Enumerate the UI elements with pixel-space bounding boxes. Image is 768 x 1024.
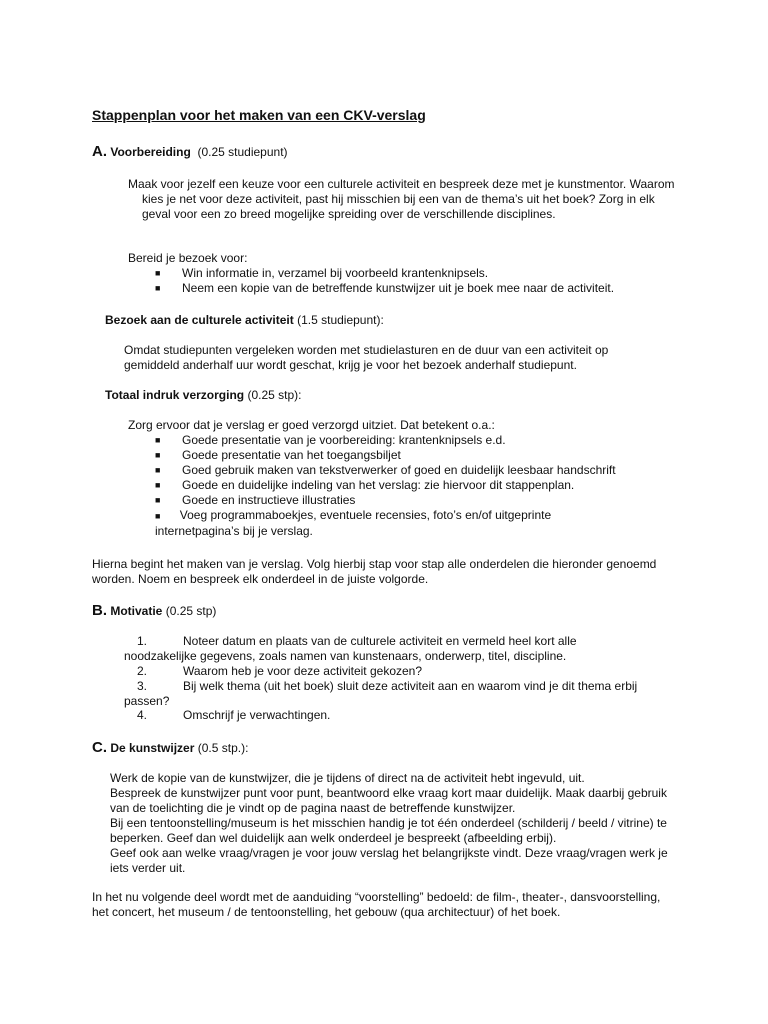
section-b-letter: B. xyxy=(92,602,107,619)
list-item xyxy=(155,463,688,478)
closing-paragraph xyxy=(92,890,677,920)
bullet-icon: ■ xyxy=(155,268,161,278)
bullet-icon: ■ xyxy=(155,480,161,490)
section-a-heading xyxy=(92,144,288,160)
section-a-paragraph xyxy=(128,177,682,222)
list-item-text: Goede en duidelijke indeling van het verslag: zie hiervoor dit stappenplan. xyxy=(182,478,575,492)
closing-text: In het nu volgende deel wordt met de aanduiding “voorstelling” bedoeld: de film-, theater-, dansvoorstelling, het concert, het museum / de tentoonstelling, het gebouw (qua architectuur) of het boek. xyxy=(92,890,661,919)
list-item xyxy=(137,679,687,694)
totaal-bullet-list xyxy=(155,433,688,508)
section-b-points: (0.25 stp) xyxy=(165,604,217,618)
section-a-name: Voorbereiding xyxy=(110,145,191,159)
section-c-text-1: Werk de kopie van de kunstwijzer, die je tijdens of direct na de activiteit hebt ingevuld, uit. xyxy=(110,771,585,785)
totaal-name: Totaal indruk verzorging xyxy=(105,388,245,402)
hierna-paragraph xyxy=(92,557,672,587)
bezoek-points: (1.5 studiepunt): xyxy=(297,313,384,327)
list-item-text-continued: internetpagina’s bij je verslag. xyxy=(155,524,313,538)
item-text-continued: noodzakelijke gegevens, zoals namen van kunstenaars, onderwerp, titel, discipline. xyxy=(124,649,567,663)
list-item xyxy=(155,478,688,493)
section-a-points: (0.25 studiepunt) xyxy=(197,145,288,159)
item-text-continued: passen? xyxy=(124,694,170,708)
item-number: 3. xyxy=(137,679,148,693)
list-item xyxy=(155,448,688,463)
section-c-name: De kunstwijzer xyxy=(110,741,195,755)
bezoek-paragraph xyxy=(124,343,664,373)
list-item xyxy=(155,266,688,281)
hierna-text: Hierna begint het maken van je verslag. Volg hierbij stap voor stap alle onderdelen die hieronder genoemd worden. Noem en bespreek elk onderdeel in de juiste volgorde. xyxy=(92,557,657,586)
section-c-text-4: Geef ook aan welke vraag/vragen je voor jouw verslag het belangrijkste vindt. Deze vraag/vragen werk je iets verder uit. xyxy=(110,846,668,875)
totaal-points: (0.25 stp): xyxy=(247,388,302,402)
list-item-text: Voeg programmaboekjes, eventuele recensies, foto’s en/of uitgeprinte xyxy=(179,508,552,522)
list-item xyxy=(137,634,687,649)
list-item-text: Goede en instructieve illustraties xyxy=(182,493,356,507)
totaal-heading xyxy=(105,388,302,403)
section-a-prep-intro: Bereid je bezoek voor: xyxy=(128,251,248,265)
bullet-icon: ■ xyxy=(155,283,161,293)
page-title: Stappenplan voor het maken van een CKV-verslag xyxy=(92,107,426,123)
section-a-text: Maak voor jezelf een keuze voor een culturele activiteit en bespreek deze met je kunstmentor. Waarom kies je net voor deze activiteit, past hij misschien bij een van de thema’s uit het boek? Zorg in elk geval voor een zo breed mogelijke spreiding over de verschillende disciplines. xyxy=(128,177,675,221)
section-b-list xyxy=(137,634,687,649)
bullet-icon: ■ xyxy=(155,435,161,445)
section-a-bullet-list xyxy=(155,266,688,296)
section-a-preparation xyxy=(128,251,688,296)
section-b-heading xyxy=(92,603,216,619)
list-item xyxy=(155,433,688,448)
section-a-letter: A. xyxy=(92,143,107,160)
list-item-text: Win informatie in, verzamel bij voorbeeld krantenknipsels. xyxy=(182,266,489,280)
bezoek-heading xyxy=(105,313,384,328)
bezoek-name: Bezoek aan de culturele activiteit xyxy=(105,313,294,327)
item-number: 1. xyxy=(137,634,148,648)
section-c-text-2: Bespreek de kunstwijzer punt voor punt, beantwoord elke vraag kort maar duidelijk. Maak daarbij gebruik van de toelichting die je vindt op de pagina naast de betreffende kunstwijzer. xyxy=(110,786,667,815)
totaal-block xyxy=(128,418,688,539)
section-c-letter: C. xyxy=(92,739,107,756)
section-c-heading xyxy=(92,740,248,756)
item-number: 2. xyxy=(137,664,148,678)
item-number: 4. xyxy=(137,708,148,722)
bullet-icon: ■ xyxy=(155,450,161,460)
bullet-icon: ■ xyxy=(155,511,161,521)
bezoek-text: Omdat studiepunten vergeleken worden met studielasturen en de duur van een activiteit op gemiddeld anderhalf uur wordt geschat, krijg je voor het bezoek anderhalf studiepunt. xyxy=(124,343,609,372)
list-item xyxy=(137,664,687,679)
list-item-text: Goede presentatie van het toegangsbiljet xyxy=(182,448,401,462)
list-item-text: Goed gebruik maken van tekstverwerker of goed en duidelijk leesbaar handschrift xyxy=(182,463,616,477)
section-c-text-3: Bij een tentoonstelling/museum is het misschien handig je tot één onderdeel (schilderij / beeld / vitrine) te beperken. Geef dan wel duidelijk aan welk onderdeel je bespreekt (afbeelding erbij). xyxy=(110,816,667,845)
list-item xyxy=(137,708,687,723)
item-text: Omschrijf je verwachtingen. xyxy=(183,708,331,722)
item-text: Noteer datum en plaats van de culturele activiteit en vermeld heel kort alle xyxy=(183,634,577,648)
section-b-name: Motivatie xyxy=(110,604,163,618)
list-item-text: Neem een kopie van de betreffende kunstwijzer uit je boek mee naar de activiteit. xyxy=(182,281,615,295)
item-text: Bij welk thema (uit het boek) sluit deze activiteit aan en waarom vind je dit thema erbij xyxy=(183,679,638,693)
section-c-block xyxy=(110,771,670,876)
bullet-icon: ■ xyxy=(155,495,161,505)
item-text: Waarom heb je voor deze activiteit gekozen? xyxy=(183,664,423,678)
section-c-points: (0.5 stp.): xyxy=(197,741,249,755)
totaal-intro: Zorg ervoor dat je verslag er goed verzorgd uitziet. Dat betekent o.a.: xyxy=(128,418,495,432)
list-item xyxy=(155,493,688,508)
list-item-text: Goede presentatie van je voorbereiding: krantenknipsels e.d. xyxy=(182,433,506,447)
list-item xyxy=(155,281,688,296)
bullet-icon: ■ xyxy=(155,465,161,475)
list-item xyxy=(155,508,688,524)
